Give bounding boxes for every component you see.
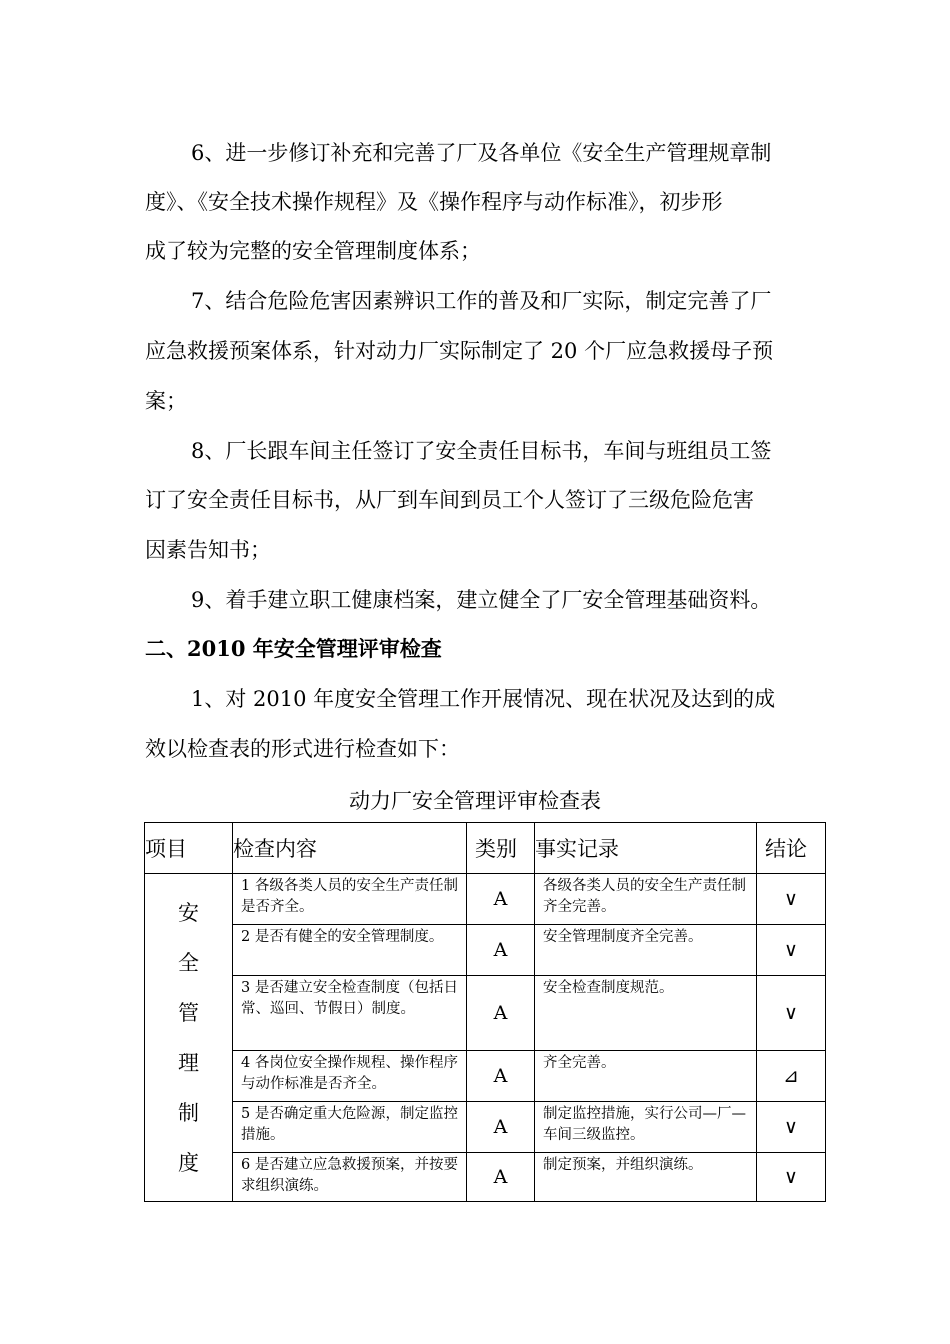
item-char: 全 [178,950,199,975]
item-char: 制 [178,1100,199,1125]
check-content: 2 是否有健全的安全管理制度。 [233,925,467,976]
check-content: 1 各级各类人员的安全生产责任制是否齐全。 [233,874,467,925]
paragraph-6-line-2: 度》、《安全技术操作规程》及《操作程序与动作标准》，初步形 [145,190,723,214]
table-row [145,874,826,925]
conclusion-mark: ∨ [757,925,826,976]
item-char: 安 [178,900,199,925]
conclusion-mark: ∨ [757,1153,826,1202]
table-row [145,925,826,976]
paragraph-8-line-1: 8、厂长跟车间主任签订了安全责任目标书，车间与班组员工签 [191,439,772,463]
category-value: A [467,874,535,925]
header-item: 项目 [145,823,233,874]
conclusion-mark: ⊿ [757,1051,826,1102]
header-category: 类别 [467,823,535,874]
conclusion-mark: ∨ [757,874,826,925]
fact-record: 安全管理制度齐全完善。 [535,925,757,976]
item-char: 理 [178,1050,199,1075]
category-value: A [467,1153,535,1202]
category-value: A [467,976,535,1051]
section-heading: 二、2010 年安全管理评审检查 [145,636,442,661]
paragraph-6-line-3: 成了较为完整的安全管理制度体系； [145,239,481,263]
paragraph-7-line-3: 案； [145,389,187,413]
category-value: A [467,1051,535,1102]
check-content: 4 各岗位安全操作规程、操作程序与动作标准是否齐全。 [233,1051,467,1102]
paragraph-7-line-1: 7、结合危险危害因素辨识工作的普及和厂实际，制定完善了厂 [191,289,772,313]
table-row [145,1051,826,1102]
table-row [145,1153,826,1202]
item-char: 度 [178,1150,199,1175]
fact-record: 制定监控措施，实行公司—厂—车间三级监控。 [535,1102,757,1153]
check-content: 3 是否建立安全检查制度（包括日常、巡回、节假日）制度。 [233,976,467,1051]
header-content: 检查内容 [233,823,467,874]
paragraph-8-line-2: 订了安全责任目标书，从厂到车间到员工个人签订了三级危险危害 [145,488,754,512]
paragraph-8-line-3: 因素告知书； [145,538,271,562]
paragraph-6-line-1: 6、进一步修订补充和完善了厂及各单位《安全生产管理规章制 [191,141,772,165]
category-value: A [467,1102,535,1153]
fact-record: 各级各类人员的安全生产责任制齐全完善。 [535,874,757,925]
review-checklist-table [144,822,826,1202]
fact-record: 制定预案，并组织演练。 [535,1153,757,1202]
section-1-line-1: 1、对 2010 年度安全管理工作开展情况、现在状况及达到的成 [191,687,776,711]
fact-record: 安全检查制度规范。 [535,976,757,1051]
header-record: 事实记录 [535,823,757,874]
item-cell-safety-system [145,874,233,1202]
item-char: 管 [178,1000,199,1025]
category-value: A [467,925,535,976]
check-content: 6 是否建立应急救援预案，并按要求组织演练。 [233,1153,467,1202]
header-conclusion: 结论 [757,823,826,874]
conclusion-mark: ∨ [757,976,826,1051]
table-row [145,1102,826,1153]
paragraph-7-line-2: 应急救援预案体系，针对动力厂实际制定了 20 个厂应急救援母子预 [145,339,774,363]
table-title: 动力厂安全管理评审检查表 [349,789,601,813]
paragraph-9-line-1: 9、着手建立职工健康档案，建立健全了厂安全管理基础资料。 [191,588,772,612]
check-content: 5 是否确定重大危险源，制定监控措施。 [233,1102,467,1153]
table-row [145,976,826,1051]
section-1-line-2: 效以检查表的形式进行检查如下： [145,737,460,761]
table-header-row [145,823,826,874]
conclusion-mark: ∨ [757,1102,826,1153]
fact-record: 齐全完善。 [535,1051,757,1102]
